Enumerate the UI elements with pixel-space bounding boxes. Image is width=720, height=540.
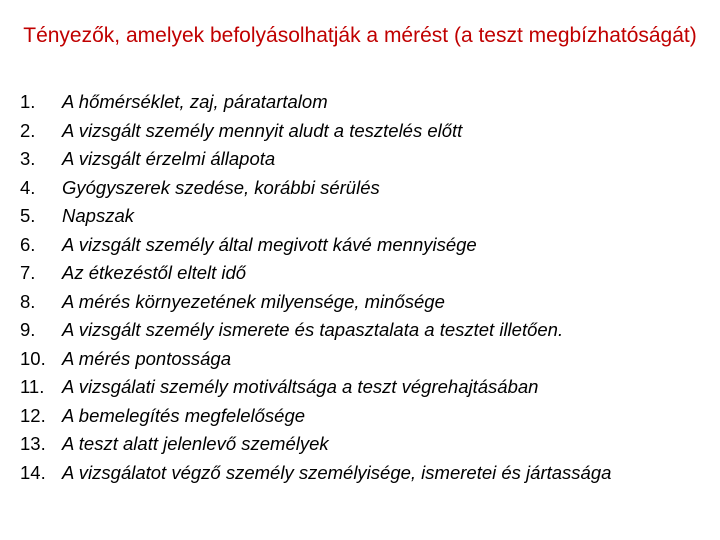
list-item-number: 6. (20, 233, 36, 255)
slide-title: Tényezők, amelyek befolyásolhatják a mérést (a teszt megbízhatóságát) (23, 24, 697, 47)
list-item-number: 5. (20, 205, 36, 226)
list-item-text: A teszt alatt jelenlevő személyek (62, 433, 329, 454)
list-item (20, 145, 710, 174)
list-item-text: Napszak (62, 205, 134, 226)
list-item (20, 459, 710, 488)
list-item (20, 117, 710, 146)
list-item (20, 345, 710, 374)
list-item-number: 12. (20, 404, 46, 426)
list-item-number: 11. (20, 376, 45, 397)
list-item-number: 4. (20, 176, 36, 198)
list-item-number: 7. (20, 262, 36, 283)
list-item (20, 288, 710, 317)
list-item-number: 3. (20, 148, 36, 169)
list-item-text: A mérés környezetének milyensége, minősége (62, 290, 445, 312)
list-item-text: A vizsgálatot végző személy személyisége, ismeretei és jártassága (62, 461, 612, 483)
list-item (20, 259, 710, 288)
list-item-text: A vizsgálati személy motiváltsága a teszt végrehajtásában (62, 376, 539, 397)
list-item-text: A vizsgált személy mennyit aludt a tesztelés előtt (62, 119, 463, 141)
list-item (20, 231, 710, 260)
list-item-number: 14. (20, 461, 46, 483)
list-item-text: A vizsgált érzelmi állapota (62, 148, 276, 169)
list-item-number: 9. (20, 319, 36, 340)
list-item (20, 202, 710, 231)
list-item-number: 2. (20, 119, 36, 141)
list-item-number: 13. (20, 433, 46, 454)
list-item-text: A hőmérséklet, zaj, páratartalom (62, 91, 328, 112)
list-item (20, 174, 710, 203)
list-item-number: 8. (20, 290, 36, 312)
list-item (20, 373, 710, 402)
list-item-text: A vizsgált személy által megivott kávé mennyisége (62, 233, 477, 255)
list-item-text: A bemelegítés megfelelősége (62, 404, 306, 426)
list-item (20, 430, 710, 459)
list-item (20, 402, 710, 431)
list-item-text: A mérés pontossága (62, 347, 231, 369)
list-item (20, 316, 710, 345)
list-item-text: Az étkezéstől eltelt idő (62, 262, 247, 283)
factor-list (20, 88, 710, 487)
list-item-number: 1. (20, 91, 36, 112)
list-item (20, 88, 710, 117)
list-item-text: A vizsgált személy ismerete és tapasztalata a tesztet illetően. (62, 319, 564, 340)
list-item-text: Gyógyszerek szedése, korábbi sérülés (62, 176, 380, 198)
list-item-number: 10. (20, 347, 46, 369)
